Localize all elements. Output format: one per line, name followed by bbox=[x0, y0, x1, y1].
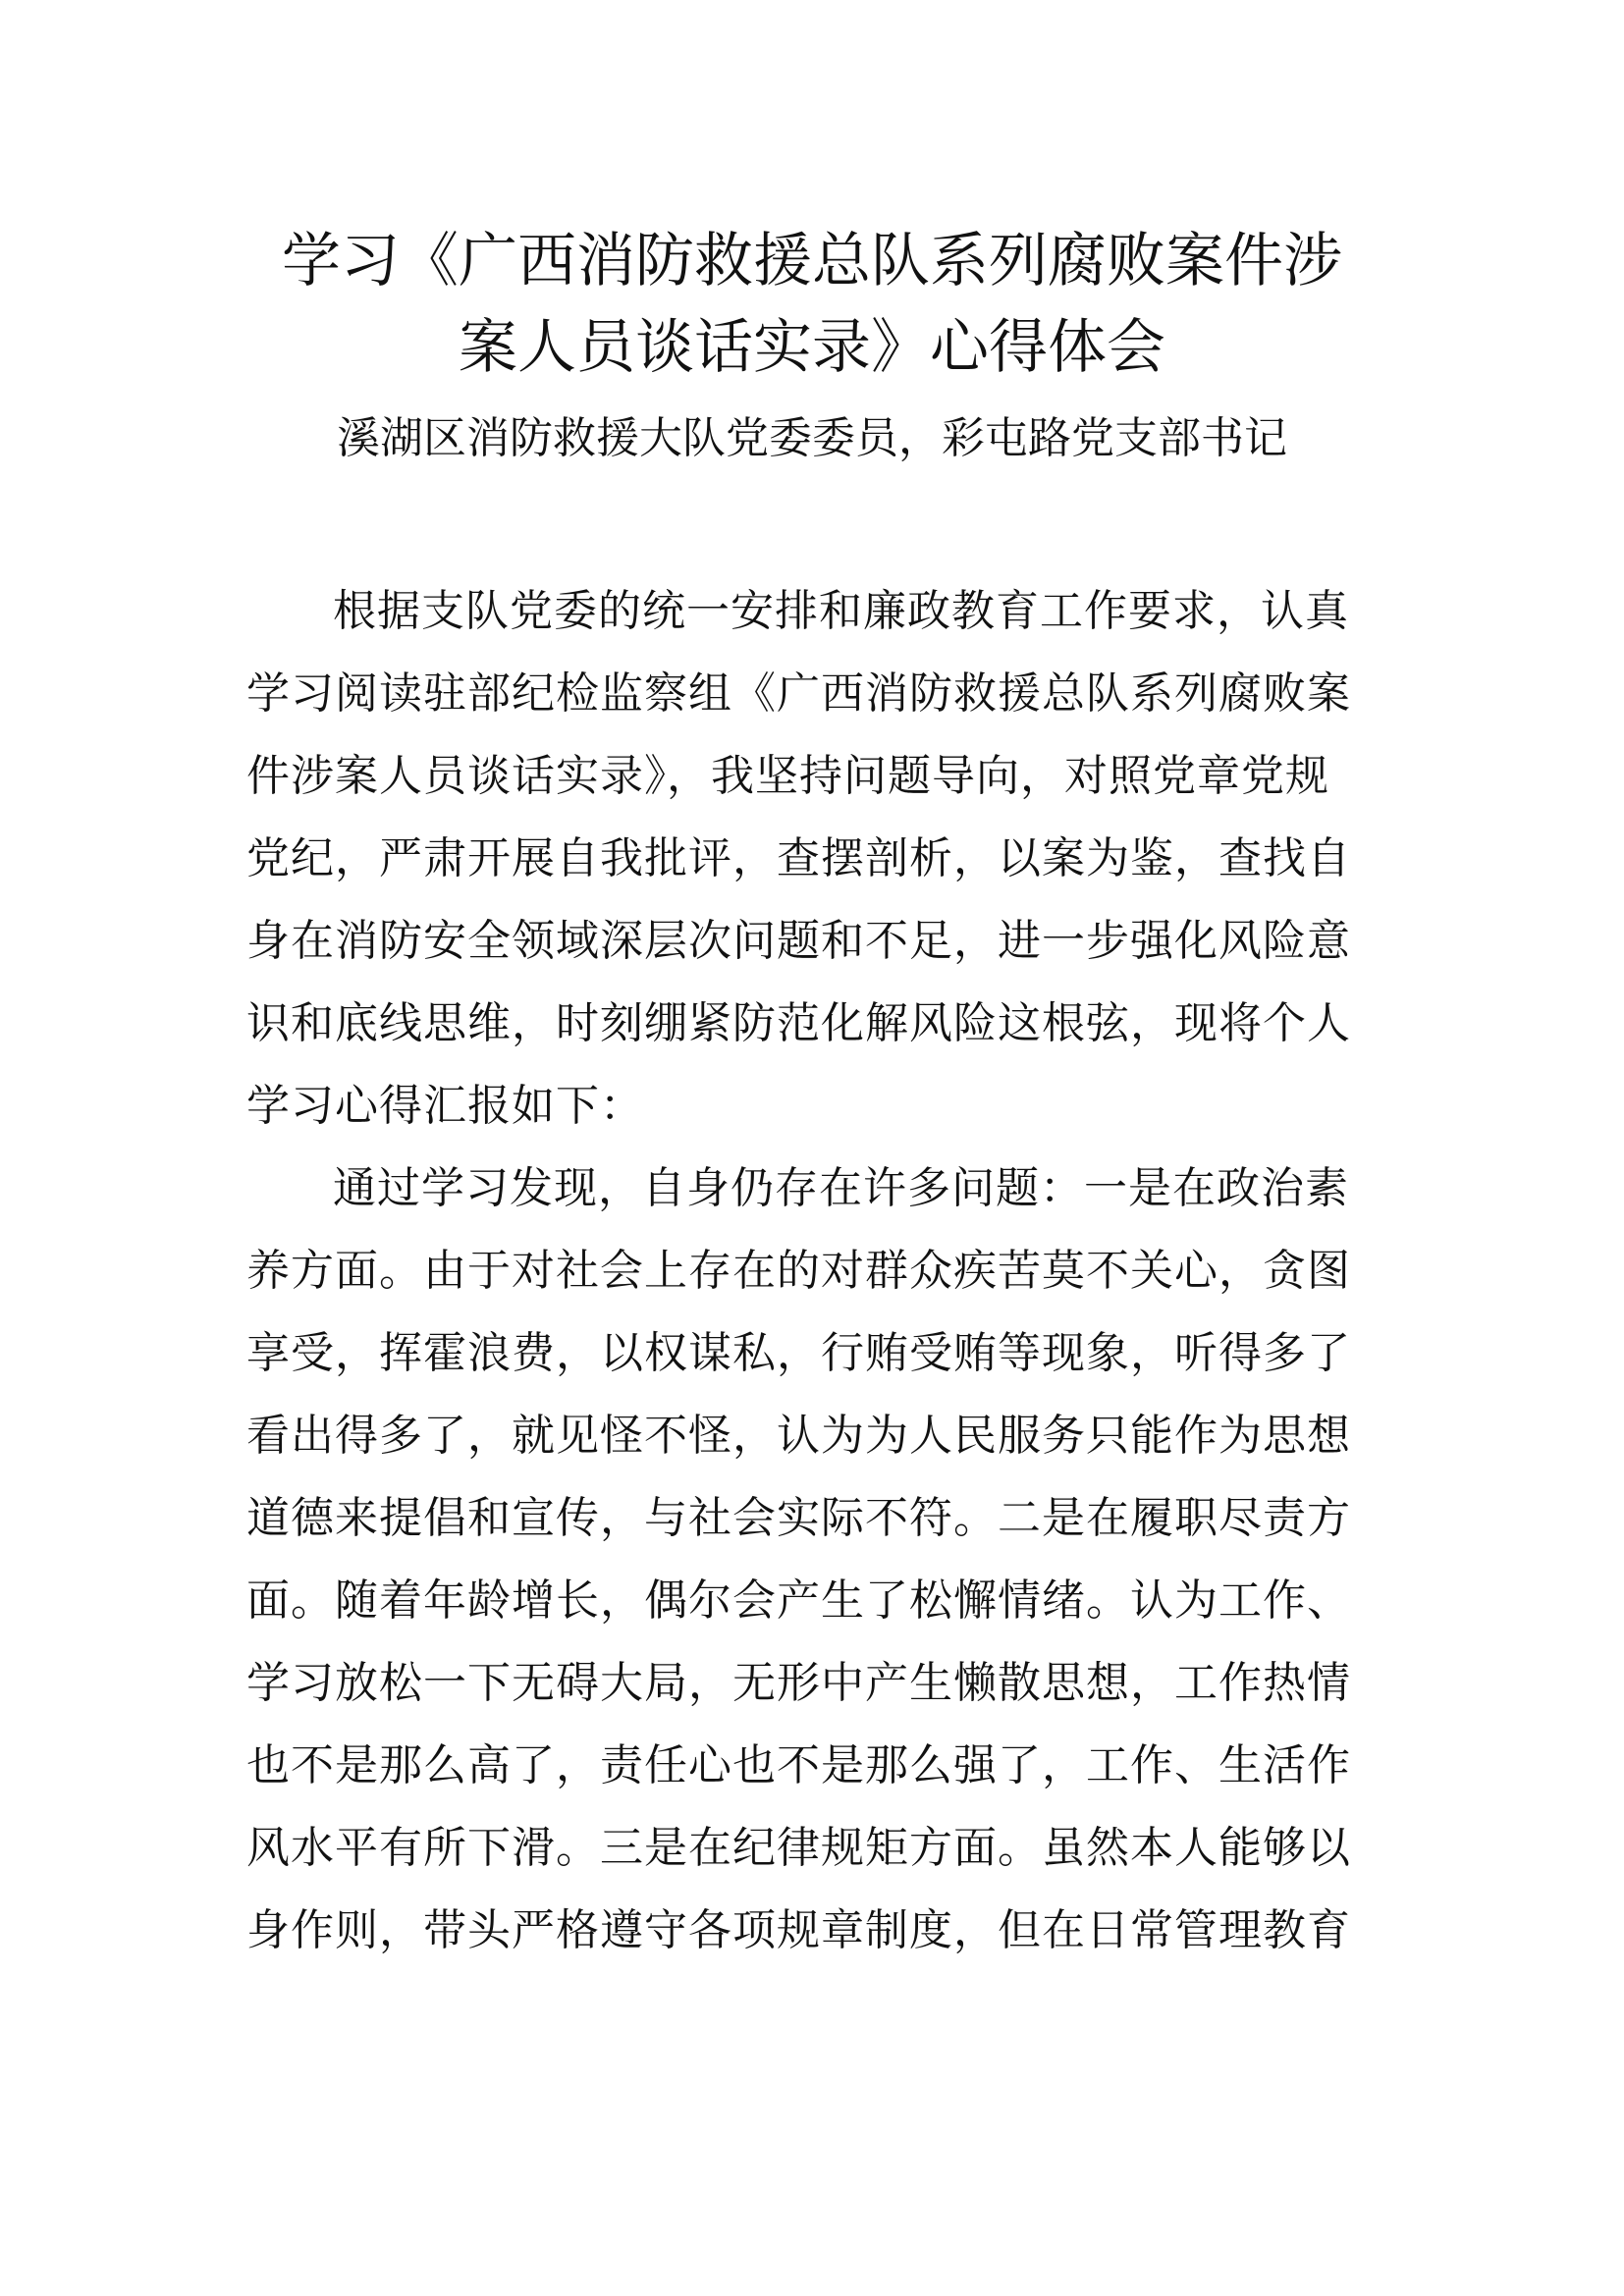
paragraph-2-line: 也不是那么高了，责任心也不是那么强了，工作、生活作 bbox=[246, 1740, 1351, 1790]
author-byline: 溪湖区消防救援大队党委委员，彩屯路党支部书记 bbox=[337, 413, 1287, 463]
paragraph-1-line: 学习阅读驻部纪检监察组《广西消防救援总队系列腐败案 bbox=[246, 668, 1351, 719]
paragraph-1-line: 党纪，严肃开展自我批评，查摆剖析，以案为鉴，查找自 bbox=[246, 833, 1351, 883]
paragraph-2-line: 养方面。由于对社会上存在的对群众疾苦莫不关心，贪图 bbox=[246, 1246, 1351, 1296]
paragraph-1-line: 件涉案人员谈话实录》，我坚持问题导向，对照党章党规 bbox=[246, 751, 1329, 801]
paragraph-1-line: 根据支队党委的统一安排和廉政教育工作要求，认真 bbox=[333, 586, 1349, 636]
document-title-line-2: 案人员谈话实录》心得体会 bbox=[459, 313, 1165, 382]
paragraph-2-line: 通过学习发现，自身仍存在许多问题：一是在政治素 bbox=[333, 1163, 1349, 1213]
paragraph-2-line: 学习放松一下无碍大局，无形中产生懒散思想，工作热情 bbox=[246, 1658, 1351, 1708]
paragraph-2-line: 道德来提倡和宣传，与社会实际不符。二是在履职尽责方 bbox=[246, 1493, 1351, 1543]
paragraph-2-line: 面。随着年龄增长，偶尔会产生了松懈情绪。认为工作、 bbox=[246, 1575, 1351, 1626]
paragraph-2-line: 看出得多了，就见怪不怪，认为为人民服务只能作为思想 bbox=[246, 1411, 1351, 1461]
paragraph-2-line: 享受，挥霍浪费，以权谋私，行贿受贿等现象，听得多了 bbox=[246, 1328, 1351, 1378]
paragraph-1-line: 识和底线思维，时刻绷紧防范化解风险这根弦，现将个人 bbox=[246, 998, 1351, 1048]
paragraph-1-line: 身在消防安全领域深层次问题和不足，进一步强化风险意 bbox=[246, 916, 1351, 966]
paragraph-2-line: 风水平有所下滑。三是在纪律规矩方面。虽然本人能够以 bbox=[246, 1823, 1351, 1873]
document-title-line-1: 学习《广西消防救援总队系列腐败案件涉 bbox=[282, 227, 1342, 295]
paragraph-2-line: 身作则，带头严格遵守各项规章制度，但在日常管理教育 bbox=[246, 1905, 1351, 1955]
paragraph-1-line: 学习心得汇报如下： bbox=[246, 1081, 644, 1131]
